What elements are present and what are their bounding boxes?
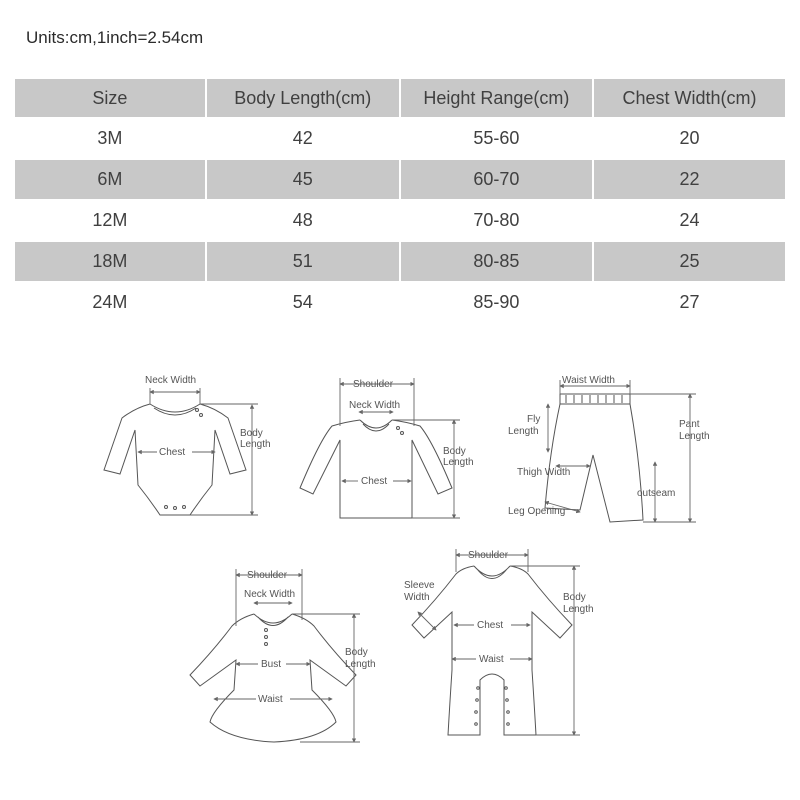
- dress-shoulder-label: Shoulder: [247, 570, 288, 581]
- romper-waist-label: Waist: [479, 654, 504, 665]
- romper-shoulder-label: Shoulder: [468, 550, 509, 561]
- pants-diagram: [508, 375, 710, 522]
- dress-diagram: [190, 569, 376, 742]
- cell-size: 6M: [15, 159, 206, 200]
- cell-chest-width: 20: [679, 128, 700, 148]
- cell-body-length: 54: [206, 282, 400, 322]
- dress-outline: [190, 614, 356, 742]
- bodysuit-body-label: Body: [240, 428, 263, 439]
- dress-waist-label: Waist: [258, 694, 283, 705]
- cell-height-range: 80-85: [400, 241, 593, 282]
- romper-outline: [412, 566, 572, 735]
- tshirt-outline: [300, 420, 452, 518]
- cell-height-range: 70-80: [400, 200, 593, 241]
- cell-chest-width: 24: [679, 210, 700, 230]
- units-note: Units:cm,1inch=2.54cm: [26, 28, 204, 47]
- pants-outseam-label: outseam: [637, 488, 676, 499]
- table-row: [15, 159, 785, 200]
- header-height-range: Height Range(cm): [400, 79, 593, 118]
- cell-size: 12M: [15, 200, 206, 241]
- dress-body-label: Body: [345, 647, 368, 658]
- cell-height-range: 60-70: [400, 159, 593, 200]
- cell-height-range: 55-60: [400, 118, 593, 159]
- table-row: [15, 282, 785, 322]
- pants-pant-length-label: Length: [679, 431, 710, 442]
- pants-waistband: [560, 395, 630, 404]
- header-chest-width: Chest Width(cm): [622, 87, 757, 108]
- bodysuit-length-label: Length: [240, 439, 271, 450]
- table-row: [15, 118, 785, 159]
- cell-chest-width: 22: [679, 169, 700, 189]
- romper-sleeve-width-label: Width: [404, 592, 430, 603]
- dress-neck-label: Neck Width: [244, 589, 296, 600]
- cell-chest-width: 25: [679, 251, 700, 271]
- romper-collar: [474, 566, 510, 579]
- cell-body-length: 45: [206, 159, 400, 200]
- measurement-diagrams: [0, 340, 800, 760]
- header-size: Size: [15, 79, 206, 118]
- dress-bust-label: Bust: [261, 659, 282, 670]
- bodysuit-collar: [150, 404, 200, 415]
- bodysuit-diagram: [104, 375, 271, 515]
- tshirt-chest-label: Chest: [361, 476, 388, 487]
- pants-outline: [545, 394, 643, 522]
- cell-body-length: 51: [206, 241, 400, 282]
- pants-fly-length-label: Length: [508, 426, 539, 437]
- table-row: [15, 241, 785, 282]
- romper-sleeve-label: Sleeve: [404, 580, 435, 591]
- cell-size: 18M: [15, 241, 206, 282]
- romper-body-label: Body: [563, 592, 586, 603]
- tshirt-length-label: Length: [443, 457, 474, 468]
- pants-thigh-label: Thigh Width: [517, 467, 571, 478]
- cell-size: 24M: [15, 282, 206, 322]
- tshirt-diagram: [300, 378, 474, 518]
- romper-chest-label: Chest: [477, 620, 504, 631]
- cell-chest-width: 27: [679, 292, 700, 312]
- romper-length-label: Length: [563, 604, 594, 615]
- dress-length-label: Length: [345, 659, 376, 670]
- tshirt-body-label: Body: [443, 446, 466, 457]
- romper-diagram: [404, 549, 594, 735]
- pants-leg-label: Leg Opening: [508, 506, 566, 517]
- header-body-length: Body Length(cm): [206, 79, 400, 118]
- pants-pant-label: Pant: [679, 419, 700, 430]
- cell-size: 3M: [15, 118, 206, 159]
- bodysuit-chest-label: Chest: [159, 447, 186, 458]
- tshirt-shoulder-label: Shoulder: [353, 379, 394, 390]
- table-header-row: [15, 79, 785, 118]
- pants-fly-label: Fly: [527, 414, 541, 425]
- cell-body-length: 48: [206, 200, 400, 241]
- size-chart-table: [15, 79, 785, 322]
- tshirt-neck-label: Neck Width: [349, 400, 401, 411]
- cell-body-length: 42: [206, 118, 400, 159]
- bodysuit-neck-label: Neck Width: [145, 375, 197, 386]
- dress-collar: [254, 614, 292, 626]
- pants-waist-label: Waist Width: [562, 375, 615, 386]
- bodysuit-outline: [104, 404, 246, 515]
- table-row: [15, 200, 785, 241]
- tshirt-collar: [360, 420, 392, 431]
- cell-height-range: 85-90: [400, 282, 593, 322]
